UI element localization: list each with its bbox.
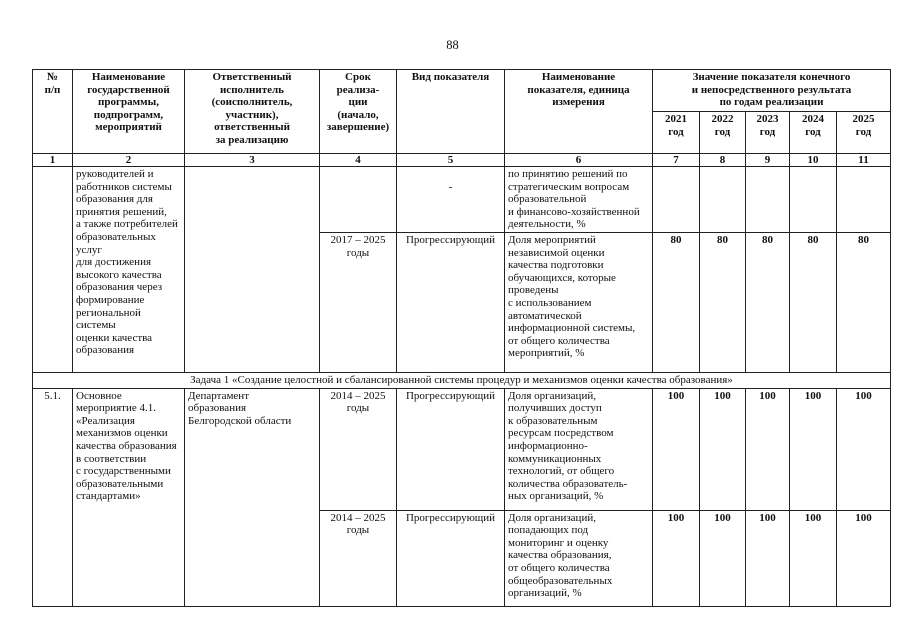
header-term: Срок реализа- ции (начало, завершение) [320,70,397,154]
type-cell: Прогрессирующий [397,510,505,606]
header-indicator-type: Вид показателя [397,70,505,154]
value-2023: 100 [746,510,790,606]
value-2021: 80 [653,232,700,372]
column-number: 7 [653,154,700,167]
term-cell: 2014 – 2025 годы [320,510,397,606]
indicator-cell: Доля мероприятий независимой оценки качества подготовки обучающихся, которые проведены с использованием автоматической информационной системы, от общего количества мероприятий, % [505,232,653,372]
type-cell: - [397,167,505,233]
value-cell [700,167,746,233]
measure-name-cell: Основное мероприятие 4.1. «Реализация механизмов оценки качества образования в соответствии с государственными образовательными стандартами» [73,388,185,606]
term-cell: 2014 – 2025 годы [320,388,397,510]
column-number: 10 [790,154,837,167]
indicator-cell: Доля организаций, получивших доступ к образовательным ресурсам посредством информационно- коммуникационных технологий, от общего количества образователь- ных организаций, % [505,388,653,510]
column-number: 4 [320,154,397,167]
header-year-2023: 2023 год [746,112,790,154]
task-row [33,372,891,388]
value-2023: 80 [746,232,790,372]
indicator-cell: по принятию решений по стратегическим вопросам образовательной и финансово-хозяйственной деятельности, % [505,167,653,233]
term-cell [320,167,397,233]
page-number: 88 [446,38,459,52]
value-2023: 100 [746,388,790,510]
indicators-table [32,69,891,607]
column-number: 9 [746,154,790,167]
term-cell: 2017 – 2025 годы [320,232,397,372]
value-2024: 80 [790,232,837,372]
type-cell: Прогрессирующий [397,388,505,510]
value-2022: 100 [700,510,746,606]
header-values-group: Значение показателя конечного и непосредственного результата по годам реализации [653,70,891,112]
header-name: Наименование государственной программы, подпрограмм, мероприятий [73,70,185,154]
type-cell: Прогрессирующий [397,232,505,372]
column-number: 8 [700,154,746,167]
value-cell [746,167,790,233]
value-2022: 100 [700,388,746,510]
column-number: 1 [33,154,73,167]
header-year-2022: 2022 год [700,112,746,154]
column-number: 2 [73,154,185,167]
task-title: Задача 1 «Создание целостной и сбалансированной системы процедур и механизмов оценки качества образования» [33,372,891,388]
value-cell [653,167,700,233]
value-2025: 100 [837,388,891,510]
value-2024: 100 [790,388,837,510]
header-year-2021: 2021 год [653,112,700,154]
table-row [33,167,891,233]
indicator-cell: Доля организаций, попадающих под мониторинг и оценку качества образования, от общего количества общеобразовательных организаций, % [505,510,653,606]
header-executor: Ответственный исполнитель (соисполнитель, участник), ответственный за реализацию [185,70,320,154]
header-row [33,70,891,112]
value-2021: 100 [653,510,700,606]
value-2024: 100 [790,510,837,606]
continuation-name-cell: руководителей и работников системы образования для принятия решений, а также потребителей образовательных услуг для достижения высокого качества образования через формирование региональной системы оценки качества образования [73,167,185,373]
value-cell [790,167,837,233]
table-row [33,388,891,510]
continuation-executor-cell [185,167,320,373]
value-2022: 80 [700,232,746,372]
executor-cell: Департамент образования Белгородской области [185,388,320,606]
column-number: 5 [397,154,505,167]
header-num: № п/п [33,70,73,154]
header-year-2025: 2025 год [837,112,891,154]
value-2025: 80 [837,232,891,372]
row-num-cell [33,167,73,373]
value-cell [837,167,891,233]
column-numbers-row [33,154,891,167]
column-number: 3 [185,154,320,167]
value-2021: 100 [653,388,700,510]
header-year-2024: 2024 год [790,112,837,154]
column-number: 6 [505,154,653,167]
value-2025: 100 [837,510,891,606]
column-number: 11 [837,154,891,167]
row-num-cell: 5.1. [33,388,73,606]
header-indicator-name: Наименование показателя, единица измерения [505,70,653,154]
